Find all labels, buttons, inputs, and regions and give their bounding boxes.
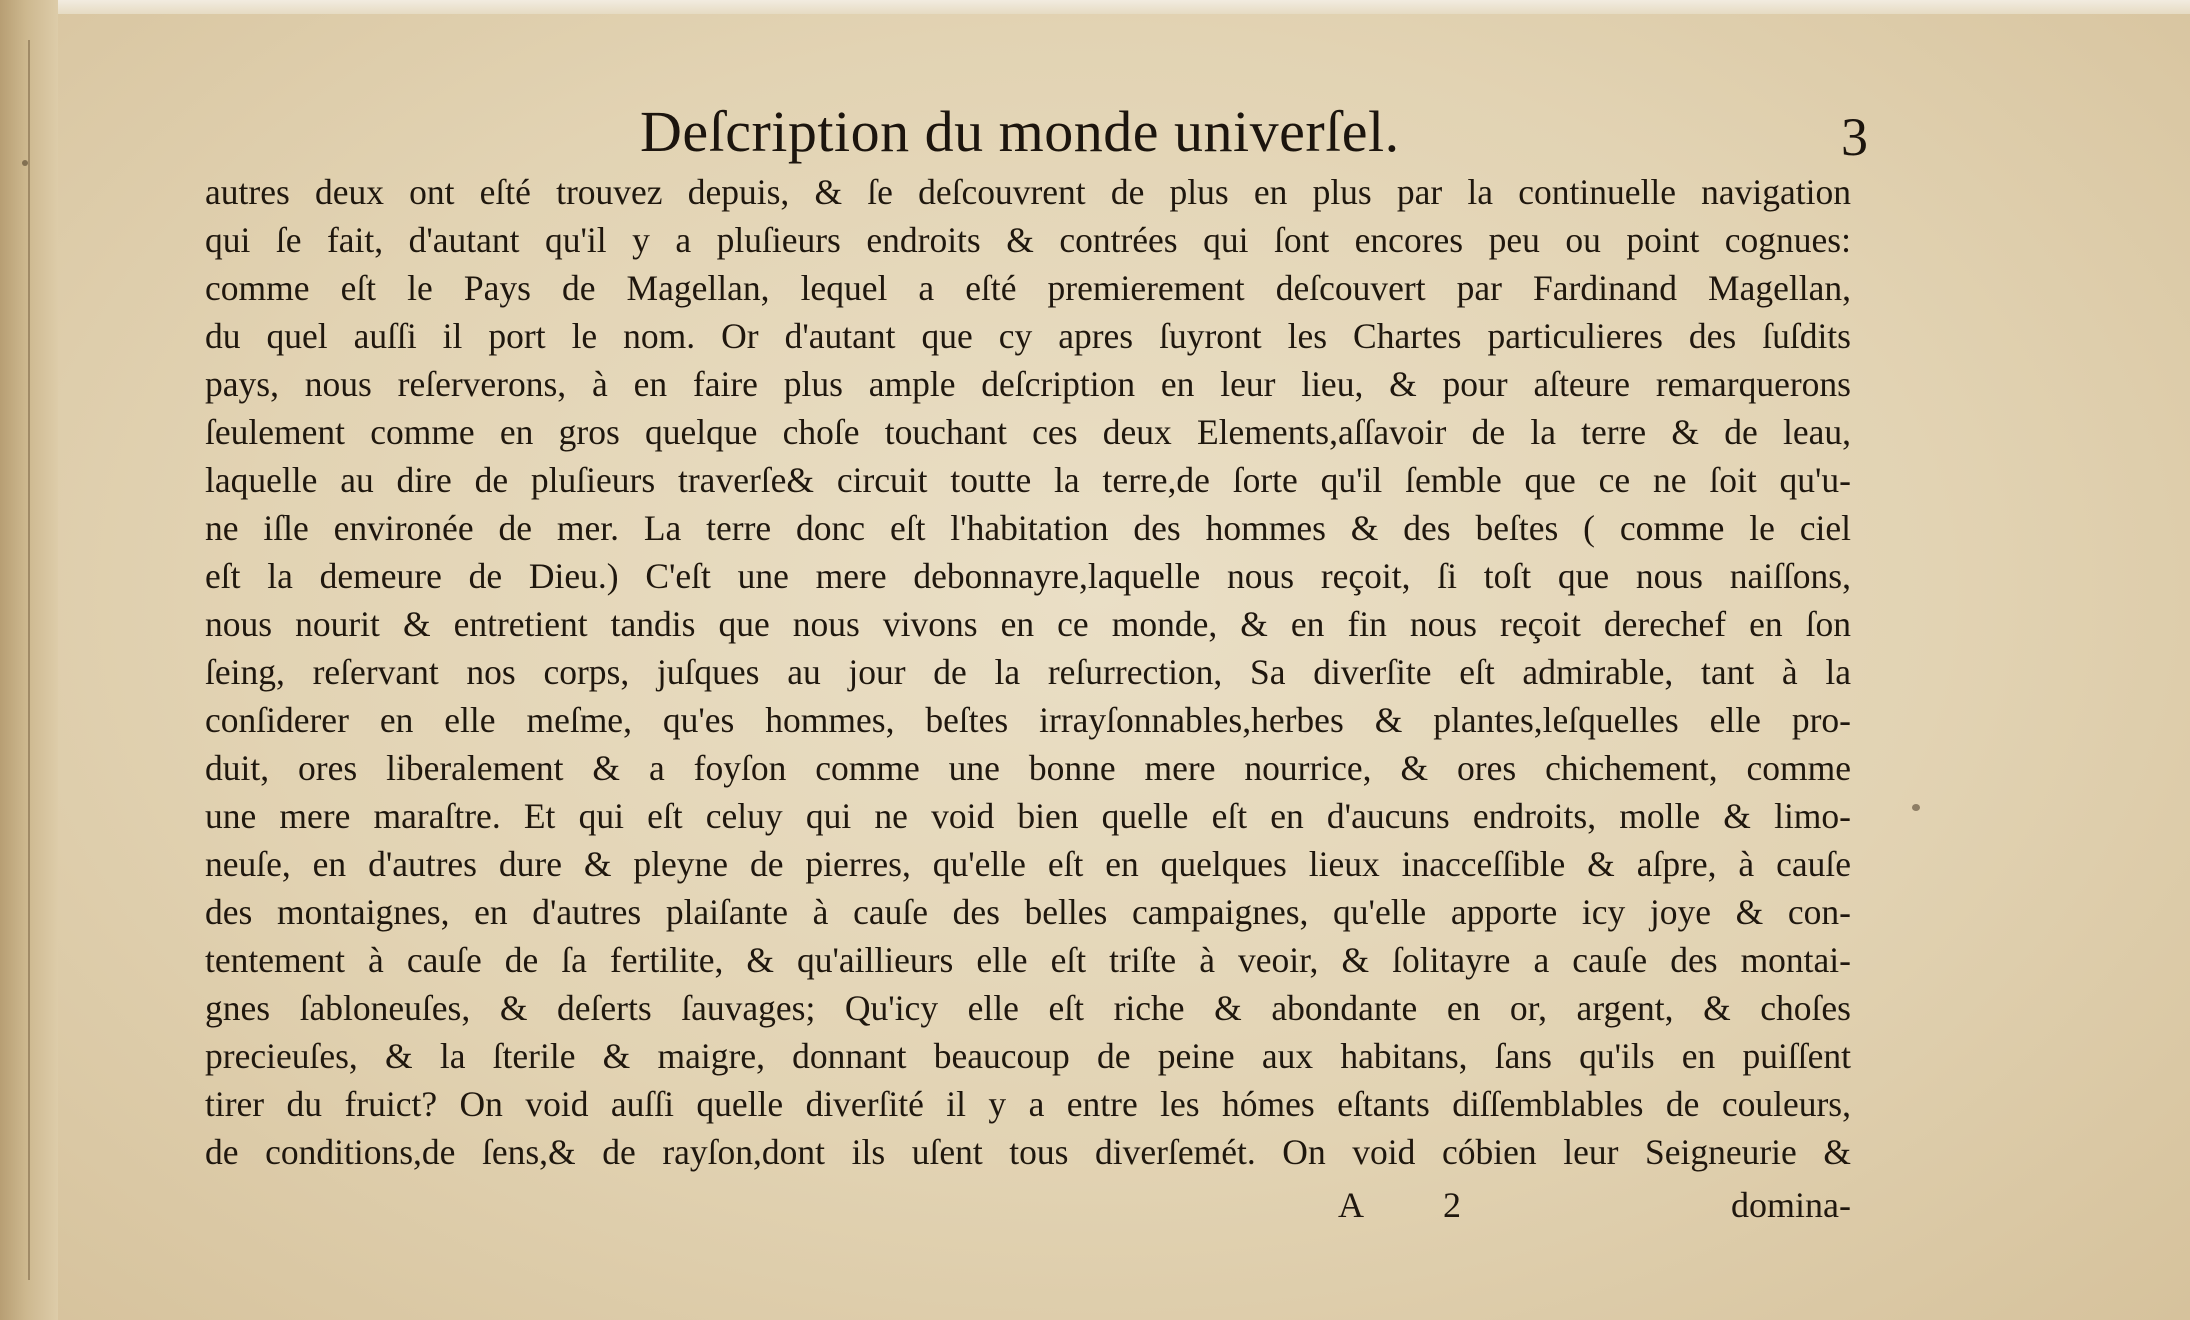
text-line: ſeing, reſervant nos corps, juſques au jour de la reſurrection, Sa diverſite eſt admirable, tant à la xyxy=(205,652,1851,692)
text-line: de conditions,de ſens,& de rayſon,dont ils uſent tous diverſemét. On void cóbien leur Seigneurie & xyxy=(205,1132,1851,1172)
text-line: comme eſt le Pays de Magellan, lequel a eſté premierement deſcouvert par Fardinand Magellan, xyxy=(205,268,1851,308)
text-line: ſeulement comme en gros quelque choſe touchant ces deux Elements,aſſavoir de la terre & de leau, xyxy=(205,412,1851,452)
text-line: gnes ſabloneuſes, & deſerts ſauvages; Qu'icy elle eſt riche & abondante en or, argent, & choſes xyxy=(205,988,1851,1028)
text-line: pays, nous reſerverons, à en faire plus ample deſcription en leur lieu, & pour aſteure remarquerons xyxy=(205,364,1851,404)
page-top-edge xyxy=(0,0,2190,14)
ink-speck xyxy=(1912,804,1920,811)
text-line: qui ſe fait, d'autant qu'il y a pluſieurs endroits & contrées qui ſont encores peu ou point cognues: xyxy=(205,220,1851,260)
text-line: nous nourit & entretient tandis que nous vivons en ce monde, & en fin nous reçoit derechef en ſon xyxy=(205,604,1851,644)
page-number: 3 xyxy=(1841,107,1868,167)
text-line: laquelle au dire de pluſieurs traverſe& circuit toutte la terre,de ſorte qu'il ſemble que ce ne ſoit qu'u- xyxy=(205,460,1851,500)
text-line: duit, ores liberalement & a foyſon comme une bonne mere nourrice, & ores chichement, comme xyxy=(205,748,1851,788)
text-line: une mere maraſtre. Et qui eſt celuy qui ne void bien quelle eſt en d'aucuns endroits, molle & limo- xyxy=(205,796,1851,836)
text-line: des montaignes, en d'autres plaiſante à cauſe des belles campaignes, qu'elle apporte icy joye & con- xyxy=(205,892,1851,932)
text-line: autres deux ont eſté trouvez depuis, & ſe deſcouvrent de plus en plus par la continuelle navigation xyxy=(205,172,1851,212)
page-footer xyxy=(205,1184,1851,1234)
text-line: ne iſle environée de mer. La terre donc eſt l'habitation des hommes & des beſtes ( comme le ciel xyxy=(205,508,1851,548)
running-header xyxy=(640,98,1880,178)
text-line: neuſe, en d'autres dure & pleyne de pierres, qu'elle eſt en quelques lieux inacceſſible & aſpre, à cauſe xyxy=(205,844,1851,884)
running-title: Deſcription du monde univerſel. xyxy=(640,99,1400,164)
binding-fold-line xyxy=(28,40,30,1280)
text-line: du quel auſſi il port le nom. Or d'autant que cy apres ſuyront les Chartes particulieres des ſuſdits xyxy=(205,316,1851,356)
signature-mark: A 2 xyxy=(1338,1185,1498,1225)
body-text xyxy=(205,168,1851,1176)
text-line: eſt la demeure de Dieu.) C'eſt une mere debonnayre,laquelle nous reçoit, ſi toſt que nous naiſſons, xyxy=(205,556,1851,596)
text-line: tentement à cauſe de ſa fertilite, & qu'aillieurs elle eſt triſte à veoir, & ſolitayre a cauſe des montai- xyxy=(205,940,1851,980)
text-line: tirer du fruict? On void auſſi quelle diverſité il y a entre les hómes eſtants diſſemblables de couleurs, xyxy=(205,1084,1851,1124)
text-line: conſiderer en elle meſme, qu'es hommes, beſtes irrayſonnables,herbes & plantes,leſquelles elle pro- xyxy=(205,700,1851,740)
ink-speck xyxy=(22,160,28,166)
text-line: precieuſes, & la ſterile & maigre, donnant beaucoup de peine aux habitans, ſans qu'ils en puiſſent xyxy=(205,1036,1851,1076)
catchword: domina- xyxy=(1731,1185,1851,1225)
